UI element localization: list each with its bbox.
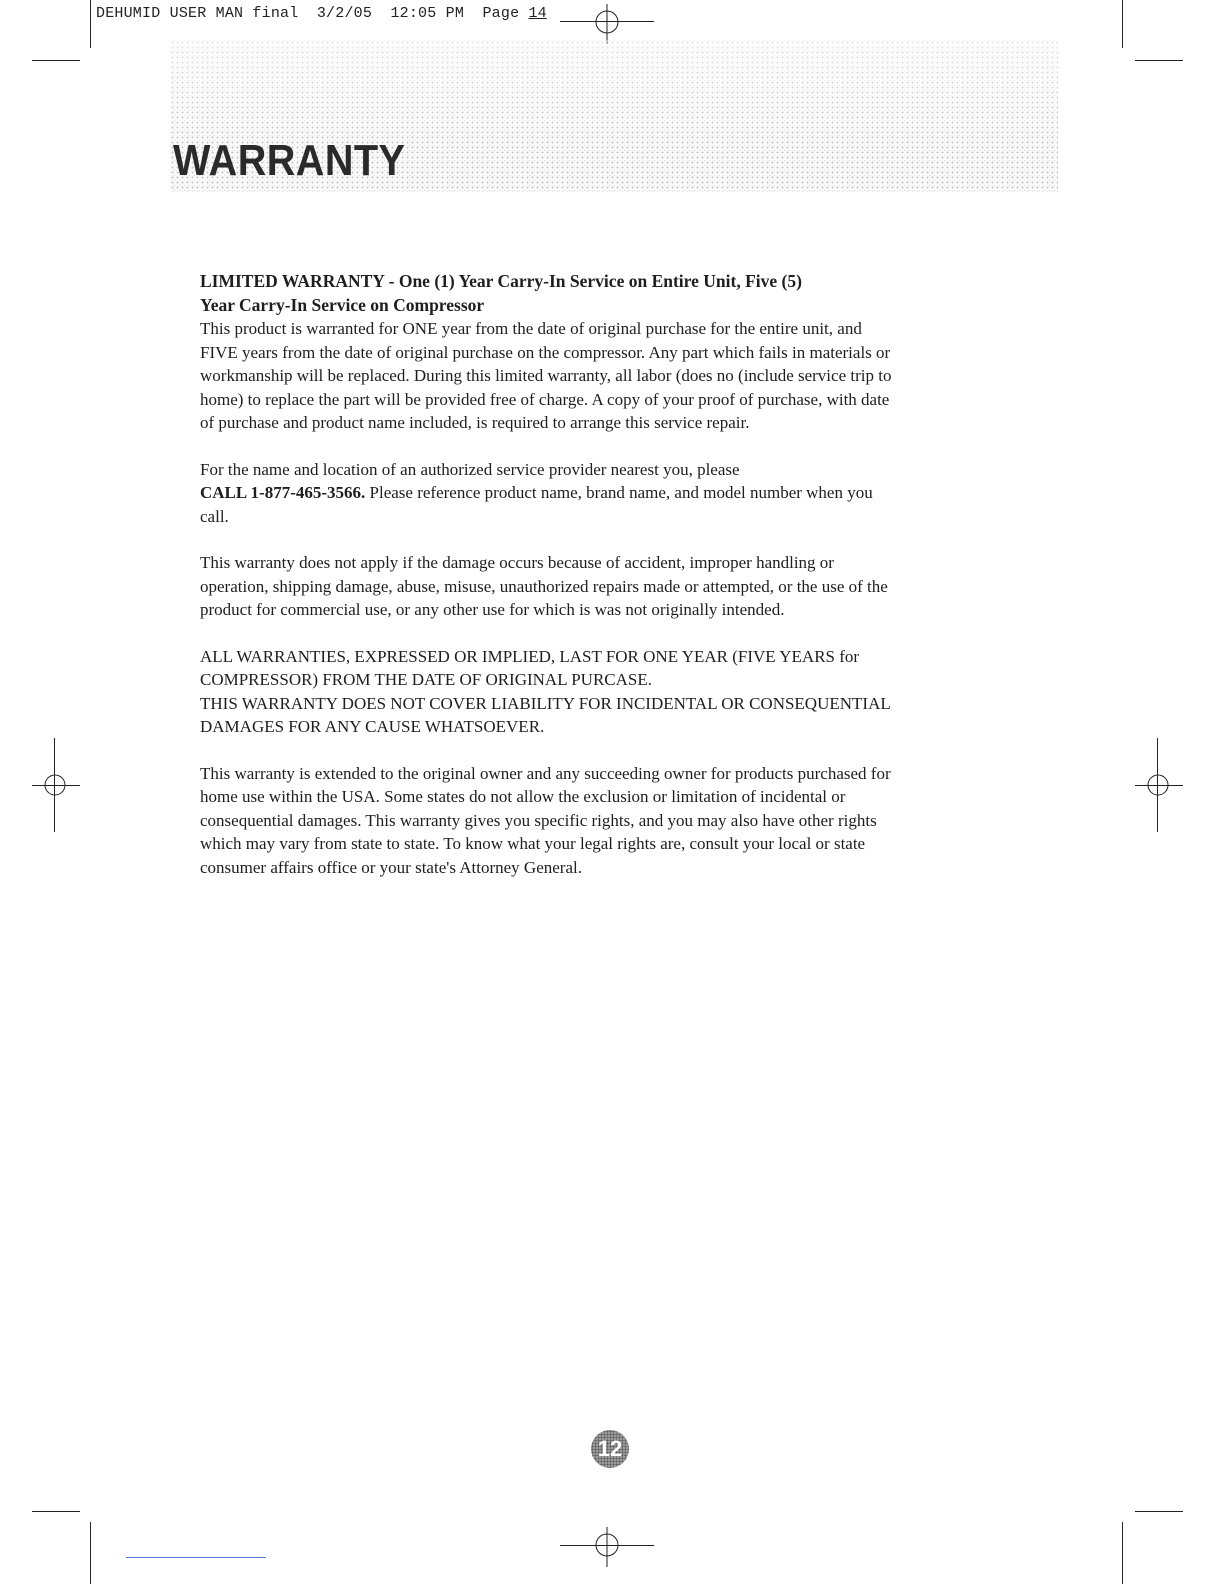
paragraph-line: THIS WARRANTY DOES NOT COVER LIABILITY FOR INCIDENTAL OR CONSEQUENTIAL xyxy=(200,693,891,713)
footer-blue-rule xyxy=(126,1557,266,1558)
printer-slug xyxy=(96,5,547,22)
paragraph-line: product for commercial use, or any other use for which is was not originally intended. xyxy=(200,600,785,619)
paragraph-line: FIVE years from the date of original purchase on the compressor. Any part which fails in materials or xyxy=(200,342,891,362)
call-line-rest: Please reference product name, brand name, and model number when you xyxy=(365,483,873,502)
slug-text: DEHUMID USER MAN final 3/2/05 12:05 PM Page xyxy=(96,5,529,22)
registration-mark-top-icon xyxy=(587,4,627,44)
paragraph-gap xyxy=(200,739,1000,762)
crop-mark-top-right-h xyxy=(1135,60,1183,61)
phone-number: CALL 1-877-465-3566. xyxy=(200,483,366,502)
paragraph-line: which may vary from state to state. To know what your legal rights are, consult your local or state xyxy=(200,834,866,853)
crop-mark-top-left-v xyxy=(90,0,91,48)
paragraph-line: ALL WARRANTIES, EXPRESSED OR IMPLIED, LAST FOR ONE YEAR (FIVE YEARS for xyxy=(200,646,860,666)
registration-mark-left-icon xyxy=(35,765,75,805)
paragraph-line: COMPRESSOR) FROM THE DATE OF ORIGINAL PURCASE. xyxy=(200,670,652,689)
paragraph-gap xyxy=(200,435,1000,458)
paragraph-line: workmanship will be replaced. During this limited warranty, all labor (does no (include service trip to xyxy=(200,366,892,385)
paragraph-line: home use within the USA. Some states do not allow the exclusion or limitation of incidental or xyxy=(200,787,846,806)
registration-mark-bottom-icon xyxy=(587,1527,627,1567)
paragraph-line: This warranty does not apply if the damage occurs because of accident, improper handling or xyxy=(200,553,834,572)
crop-mark-bottom-left-v xyxy=(90,1522,91,1584)
paragraph-line: consumer affairs office or your state's Attorney General. xyxy=(200,857,582,877)
paragraph-line: operation, shipping damage, abuse, misuse, unauthorized repairs made or attempted, or the use of the xyxy=(200,576,888,596)
registration-mark-right-icon xyxy=(1138,765,1178,805)
paragraph-line: This product is warranted for ONE year from the date of original purchase for the entire unit, and xyxy=(200,319,862,338)
warranty-heading-line-1: LIMITED WARRANTY - One (1) Year Carry-In Service on Entire Unit, Five (5) xyxy=(200,271,802,291)
paragraph-line: consequential damages. This warranty gives you specific rights, and you may also have other rights xyxy=(200,810,877,830)
crop-mark-top-right-v xyxy=(1122,0,1123,48)
crop-mark-bottom-right-h xyxy=(1135,1511,1183,1512)
paragraph-line: of purchase and product name included, is required to arrange this service repair. xyxy=(200,413,750,432)
call-line xyxy=(200,481,1000,505)
page-number-badge: 12 xyxy=(591,1430,629,1468)
crop-mark-bottom-left-h xyxy=(32,1511,80,1512)
paragraph-line: For the name and location of an authorized service provider nearest you, please xyxy=(200,459,740,479)
paragraph-line: home) to replace the part will be provided free of charge. A copy of your proof of purchase, with date xyxy=(200,389,890,409)
crop-mark-top-left-h xyxy=(32,60,80,61)
paragraph-line: DAMAGES FOR ANY CAUSE WHATSOEVER. xyxy=(200,717,545,736)
paragraph-line: This warranty is extended to the original owner and any succeeding owner for products purchased for xyxy=(200,763,891,783)
paragraph-gap xyxy=(200,622,1000,645)
paragraph-gap xyxy=(200,528,1000,551)
warranty-content xyxy=(200,270,1000,879)
slug-page-number: 14 xyxy=(528,5,547,22)
warranty-heading-line-2: Year Carry-In Service on Compressor xyxy=(200,294,485,315)
paragraph-line: call. xyxy=(200,506,229,526)
page-title: WARRANTY xyxy=(173,136,406,185)
crop-mark-bottom-right-v xyxy=(1122,1522,1123,1584)
